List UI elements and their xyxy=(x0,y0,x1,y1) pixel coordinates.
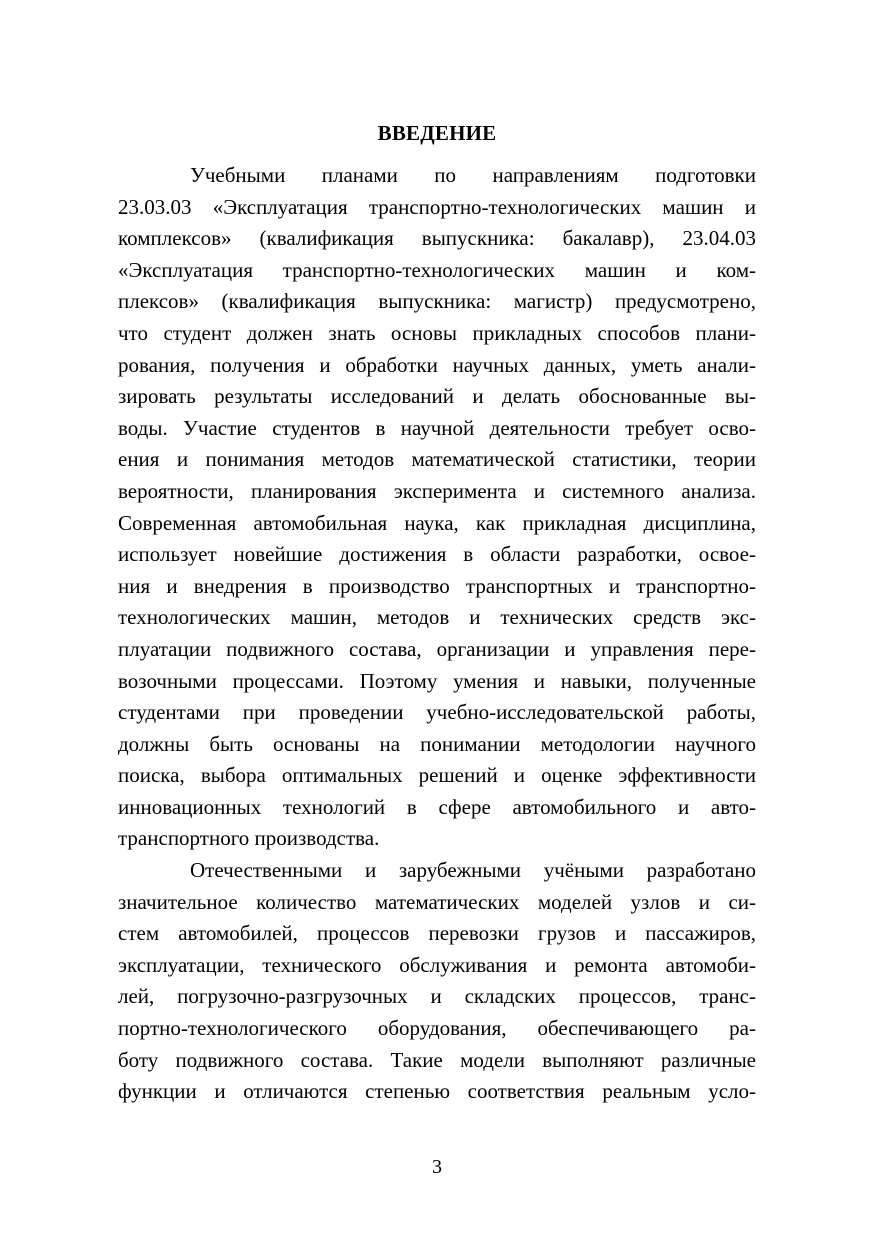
text-line: зировать результаты исследований и делать обоснованные вы- xyxy=(118,384,756,409)
text-line: лей, погрузочно-разгрузочных и складских процессов, транс- xyxy=(118,984,756,1009)
text-line: рования, получения и обработки научных данных, уметь анали- xyxy=(118,352,756,377)
text-line: портно-технологического оборудования, обеспечивающего ра- xyxy=(118,1015,756,1040)
text-line: что студент должен знать основы прикладных способов плани- xyxy=(118,320,756,345)
text-line: плуатации подвижного состава, организации и управления пере- xyxy=(118,636,756,661)
text-line: ения и понимания методов математической статистики, теории xyxy=(118,447,756,472)
text-line: плексов» (квалификация выпускника: магистр) предусмотрено, xyxy=(118,289,756,314)
text-line: должны быть основаны на понимании методологии научного xyxy=(118,731,756,756)
text-line: Современная автомобильная наука, как прикладная дисциплина, xyxy=(118,510,756,535)
text-line: боту подвижного состава. Такие модели выполняют различные xyxy=(118,1047,756,1072)
text-line: использует новейшие достижения в области разработки, освое- xyxy=(118,542,756,567)
page-title: ВВЕДЕНИЕ xyxy=(377,121,497,145)
paragraph-1 xyxy=(118,160,756,855)
text-line: транспортного производства. xyxy=(118,826,380,851)
text-line: значительное количество математических моделей узлов и си- xyxy=(118,889,756,914)
text-line: стем автомобилей, процессов перевозки грузов и пассажиров, xyxy=(118,921,756,946)
text-line: Учебными планами по направлениям подготовки xyxy=(190,163,756,187)
text-line: вероятности, планирования эксперимента и системного анализа. xyxy=(118,478,756,503)
text-line: поиска, выбора оптимальных решений и оценке эффективности xyxy=(118,763,756,788)
page-number: 3 xyxy=(432,1156,442,1178)
text-line: эксплуатации, технического обслуживания и ремонта автомоби- xyxy=(118,952,756,977)
text-line: комплексов» (квалификация выпускника: бакалавр), 23.04.03 xyxy=(118,226,756,251)
paragraph-2 xyxy=(118,855,756,1108)
text-line: возочными процессами. Поэтому умения и навыки, полученные xyxy=(118,668,756,693)
text-line: Отечественными и зарубежными учёными разработано xyxy=(190,858,756,882)
text-line: инновационных технологий в сфере автомобильного и авто- xyxy=(118,794,756,819)
text-line: воды. Участие студентов в научной деятельности требует осво- xyxy=(118,415,756,440)
text-line: «Эксплуатация транспортно-технологических машин и ком- xyxy=(118,257,756,282)
text-line: технологических машин, методов и технических средств экс- xyxy=(118,605,756,630)
text-line: ния и внедрения в производство транспортных и транспортно- xyxy=(118,573,756,598)
text-line: функции и отличаются степенью соответствия реальным усло- xyxy=(118,1079,756,1104)
text-line: 23.03.03 «Эксплуатация транспортно-технологических машин и xyxy=(118,194,756,219)
text-line: студентами при проведении учебно-исследовательской работы, xyxy=(118,700,756,725)
